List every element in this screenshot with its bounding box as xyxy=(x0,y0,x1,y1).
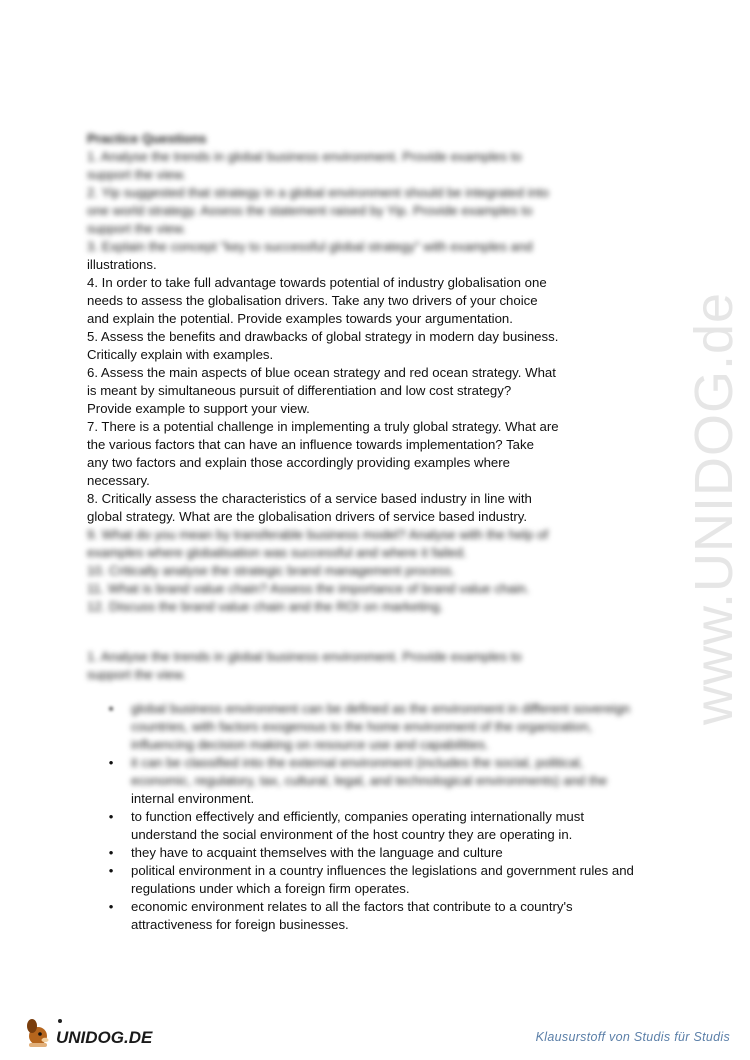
blurred-questions-top xyxy=(87,130,647,256)
bullet-icon: • xyxy=(108,899,114,914)
question-line: 5. Assess the benefits and drawbacks of global strategy in modern day business. xyxy=(87,329,559,344)
bullet-item xyxy=(106,700,666,754)
question-line: support the view. xyxy=(87,221,186,236)
question-line: 3. Explain the concept "key to successful global strategy" with examples and xyxy=(87,239,533,254)
bullet-icon: • xyxy=(108,845,114,860)
question-line: any two factors and explain those accordingly providing examples where xyxy=(87,455,510,470)
question-line: 1. Analyse the trends in global business environment. Provide examples to xyxy=(87,149,522,164)
bullet-icon: • xyxy=(108,863,114,878)
watermark xyxy=(660,275,750,735)
bullet-item xyxy=(106,754,666,808)
bullet-line: economic environment relates to all the factors that contribute to a country's xyxy=(131,899,573,914)
question-line: one world strategy. Assess the statement raised by Yip. Provide examples to xyxy=(87,203,533,218)
paw-icon xyxy=(58,1019,62,1023)
question-line: 12. Discuss the brand value chain and the ROI on marketing. xyxy=(87,599,444,614)
bullet-line: they have to acquaint themselves with the language and culture xyxy=(131,845,503,860)
question-line: 9. What do you mean by transferable business model? Analyse with the help of xyxy=(87,527,549,542)
answer-heading-line: 1. Analyse the trends in global business environment. Provide examples to xyxy=(87,649,522,664)
bullet-line: attractiveness for foreign businesses. xyxy=(131,917,349,932)
question-line: 11. What is brand value chain? Assess the importance of brand value chain. xyxy=(87,581,530,596)
question-line: is meant by simultaneous pursuit of differentiation and low cost strategy? xyxy=(87,383,512,398)
bullet-line: regulations under which a foreign firm operates. xyxy=(131,881,410,896)
question-line: 10. Critically analyse the strategic brand management process. xyxy=(87,563,455,578)
question-line: Provide example to support your view. xyxy=(87,401,310,416)
answer-bullet-list xyxy=(106,700,666,934)
bullet-line: global business environment can be defined as the environment in different sovereign xyxy=(131,701,630,716)
bullet-line: understand the social environment of the host country they are operating in. xyxy=(131,827,573,842)
question-line: examples where globalisation was successful and where it failed. xyxy=(87,545,467,560)
bullet-icon: • xyxy=(108,701,114,716)
bullet-line: it can be classified into the external environment (includes the social, political, xyxy=(131,755,584,770)
question-line: 7. There is a potential challenge in implementing a truly global strategy. What are xyxy=(87,419,559,434)
question-line: the various factors that can have an influence towards implementation? Take xyxy=(87,437,534,452)
bullet-line: political environment in a country influences the legislations and government rules and xyxy=(131,863,634,878)
question-line: global strategy. What are the globalisation drivers of service based industry. xyxy=(87,509,528,524)
question-line: illustrations. xyxy=(87,257,157,272)
question-line: 8. Critically assess the characteristics of a service based industry in line with xyxy=(87,491,532,506)
question-line: Practice Questions xyxy=(87,131,207,146)
bullet-line: economic, regulatory, tax, cultural, legal, and technological environments) and the xyxy=(131,773,608,788)
bullet-line: to function effectively and efficiently, companies operating internationally must xyxy=(131,809,585,824)
answer-heading-line: support the view. xyxy=(87,667,186,682)
bullet-item xyxy=(106,898,666,934)
question-line: support the view. xyxy=(87,167,186,182)
question-line: necessary. xyxy=(87,473,150,488)
bullet-item xyxy=(106,862,666,898)
bullet-item xyxy=(106,808,666,844)
question-line: 4. In order to take full advantage towards potential of industry globalisation one xyxy=(87,275,547,290)
footer-tagline: Klausurstoff von Studis für Studis xyxy=(535,1030,730,1044)
bullet-item xyxy=(106,844,666,862)
bullet-line: countries, with factors exogenous to the home environment of the organization, xyxy=(131,719,593,734)
logo-text: UNIDOG.DE xyxy=(56,1028,153,1047)
dog-icon xyxy=(27,1019,49,1047)
bullet-line: influencing decision making on resource use and capabilities. xyxy=(131,737,489,752)
blurred-answer-heading xyxy=(87,648,647,684)
clear-questions xyxy=(87,256,647,526)
section-gap xyxy=(87,616,647,648)
bullet-line: internal environment. xyxy=(131,791,255,806)
questions-block xyxy=(87,130,647,684)
bullet-icon: • xyxy=(108,809,114,824)
question-line: needs to assess the globalisation drivers. Take any two drivers of your choice xyxy=(87,293,538,308)
blurred-questions-bottom xyxy=(87,526,647,616)
bullet-icon: • xyxy=(108,755,114,770)
question-line: Critically explain with examples. xyxy=(87,347,274,362)
question-line: and explain the potential. Provide examples towards your argumentation. xyxy=(87,311,513,326)
question-line: 2. Yip suggested that strategy in a global environment should be integrated into xyxy=(87,185,549,200)
watermark-text: www.UNIDOG.de xyxy=(684,291,744,725)
question-line: 6. Assess the main aspects of blue ocean strategy and red ocean strategy. What xyxy=(87,365,556,380)
unidog-logo xyxy=(22,1012,162,1052)
